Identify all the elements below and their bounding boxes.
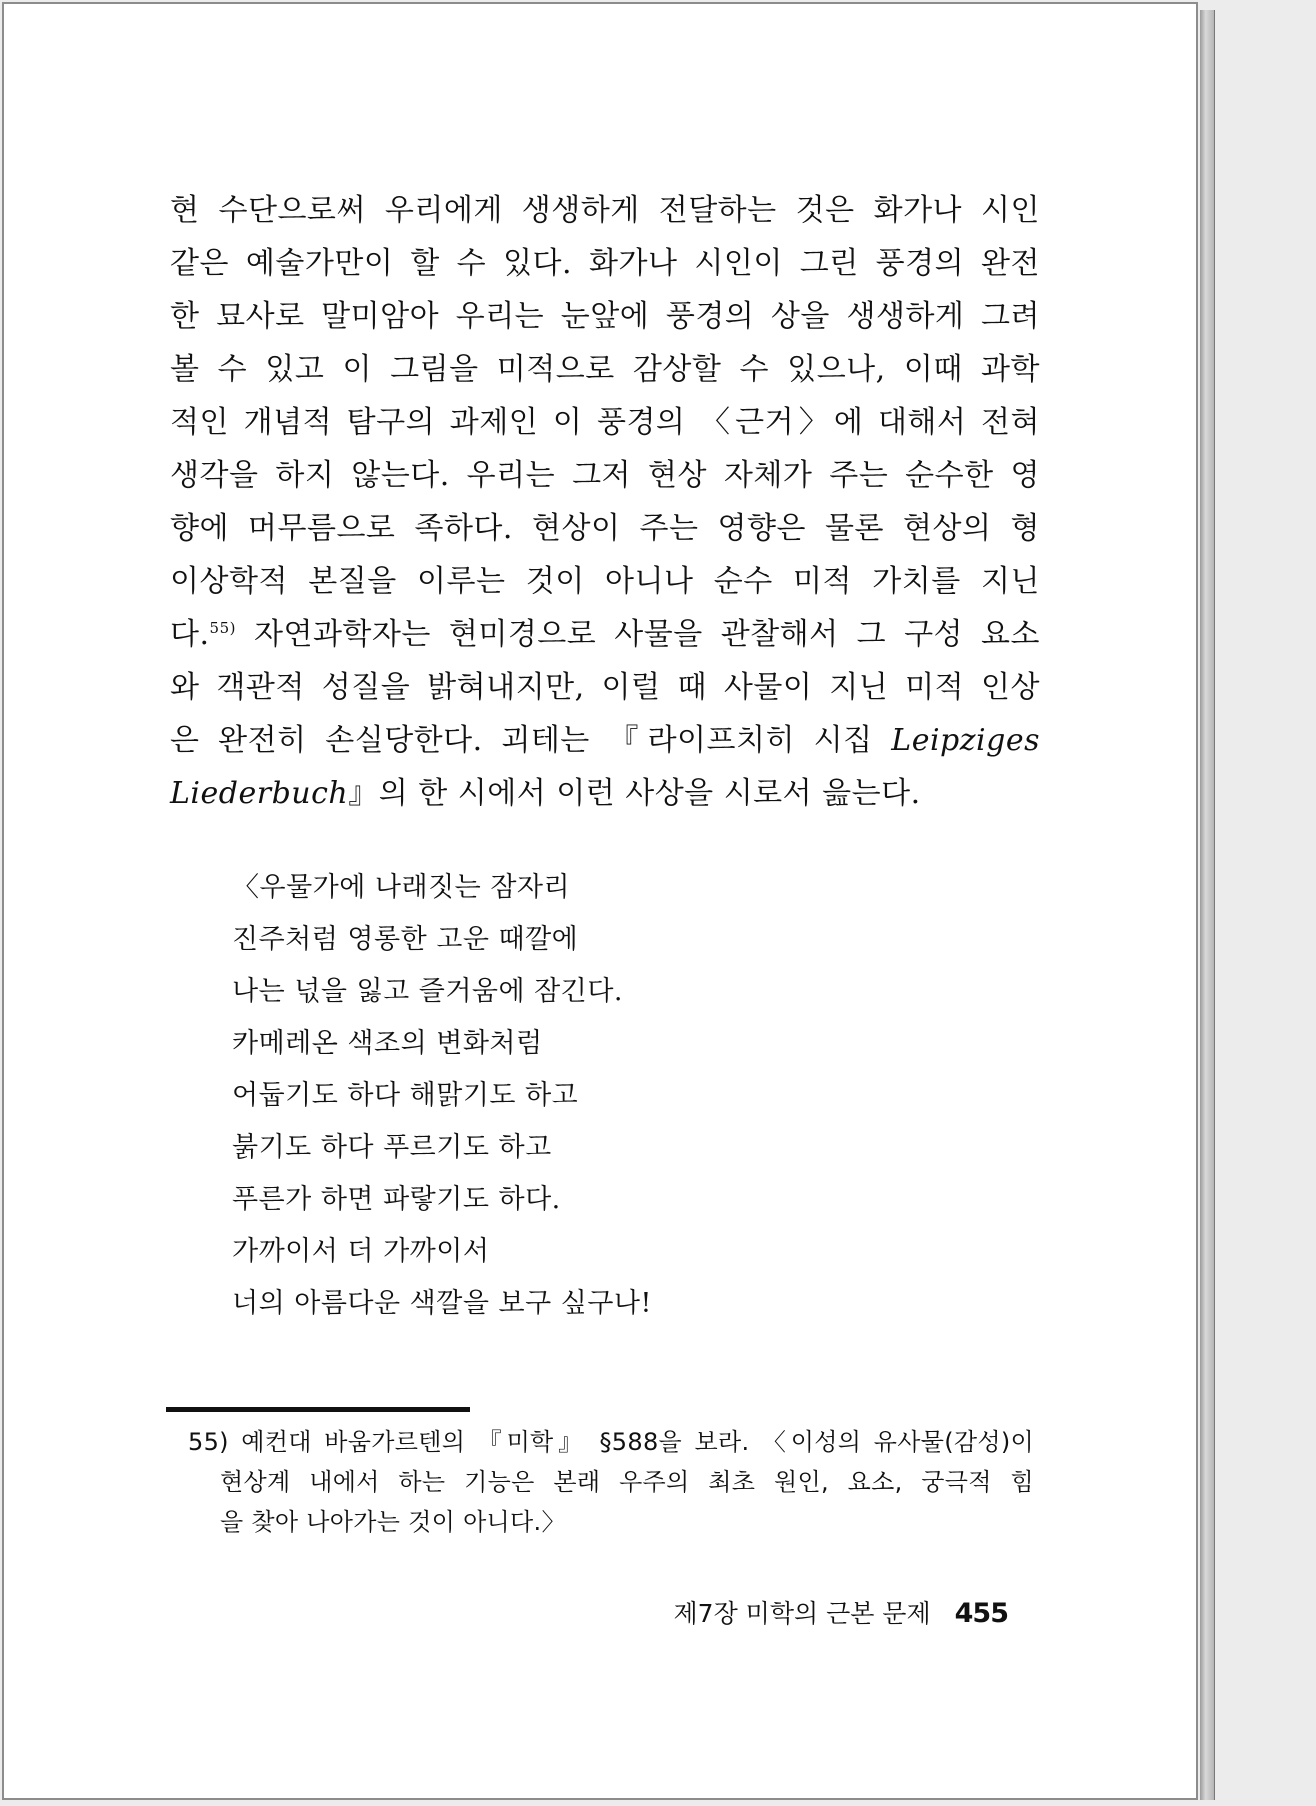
poem-line-1: 〈우물가에 나래짓는 잠자리 (232, 872, 571, 903)
page-number: 455 (954, 1598, 1008, 1629)
body-line-6: 생각을 하지 않는다. 우리는 그저 현상 자체가 주는 순수한 영 (170, 458, 1040, 493)
poem-block (232, 862, 932, 1330)
body-line-9 (170, 608, 1040, 661)
poem-line-6: 붉기도 하다 푸르기도 하고 (232, 1132, 552, 1163)
poem-line-9: 너의 아름다운 색깔을 보구 싶구나! (232, 1288, 652, 1319)
main-body-text (170, 184, 1040, 820)
poem-line-7: 푸른가 하면 파랗기도 하다. (232, 1184, 561, 1215)
body-line-7: 향에 머무름으로 족하다. 현상이 주는 영향은 물론 현상의 형 (170, 511, 1040, 546)
body-line-1: 현 수단으로써 우리에게 생생하게 전달하는 것은 화가나 시인 (170, 193, 1040, 228)
book-title-italic: Leipziges (891, 723, 1040, 758)
body-line-4: 볼 수 있고 이 그림을 미적으로 감상할 수 있으나, 이때 과학 (170, 352, 1040, 387)
body-line-11-text: 은 완전히 손실당한다. 괴테는 『라이프치히 시집 (170, 723, 892, 758)
body-line-9-start: 다. (170, 617, 210, 652)
body-line-12 (170, 767, 1040, 820)
poem-line-2: 진주처럼 영롱한 고운 때깔에 (232, 924, 579, 955)
poem-line-8: 가까이서 더 가까이서 (232, 1236, 490, 1267)
footnote-divider (166, 1407, 470, 1412)
body-line-10: 와 객관적 성질을 밝혀내지만, 이럴 때 사물이 지닌 미적 인상 (170, 670, 1040, 705)
poem-line-3: 나는 넋을 잃고 즐거움에 잠긴다. (232, 976, 623, 1007)
book-title-italic-cont: Liederbuch (170, 776, 349, 811)
chapter-title: 제7장 미학의 근본 문제 (673, 1599, 931, 1628)
body-line-2: 같은 예술가만이 할 수 있다. 화가나 시인이 그린 풍경의 완전 (170, 246, 1040, 281)
body-line-5: 적인 개념적 탐구의 과제인 이 풍경의 〈근거〉에 대해서 전혀 (170, 405, 1040, 440)
footnote-line-1: 55) 예컨대 바움가르텐의 『미학』 §588을 보라. 〈이성의 유사물(감성)이 (188, 1428, 1034, 1456)
body-line-3: 한 묘사로 말미암아 우리는 눈앞에 풍경의 상을 생생하게 그려 (170, 299, 1040, 334)
poem-line-5: 어둡기도 하다 해맑기도 하고 (232, 1080, 579, 1111)
footnote-line-2: 현상계 내에서 하는 기능은 본래 우주의 최초 원인, 요소, 궁극적 힘 (220, 1468, 1034, 1496)
page-edge-shadow (1200, 10, 1215, 1800)
body-line-12-text: 』의 한 시에서 이런 사상을 시로서 읊는다. (348, 776, 921, 811)
body-line-11 (170, 714, 1040, 767)
body-line-8: 이상학적 본질을 이루는 것이 아니나 순수 미적 가치를 지닌 (170, 564, 1040, 599)
body-line-9-rest: 자연과학자는 현미경으로 사물을 관찰해서 그 구성 요소 (235, 617, 1040, 652)
footnote-line-3: 을 찾아 나아가는 것이 아니다.〉 (220, 1508, 566, 1536)
footnote-reference[interactable]: 55) (209, 619, 236, 637)
poem-line-4: 카메레온 색조의 변화처럼 (232, 1028, 543, 1059)
running-footer (674, 1594, 1008, 1634)
footnote-block (188, 1422, 1034, 1542)
